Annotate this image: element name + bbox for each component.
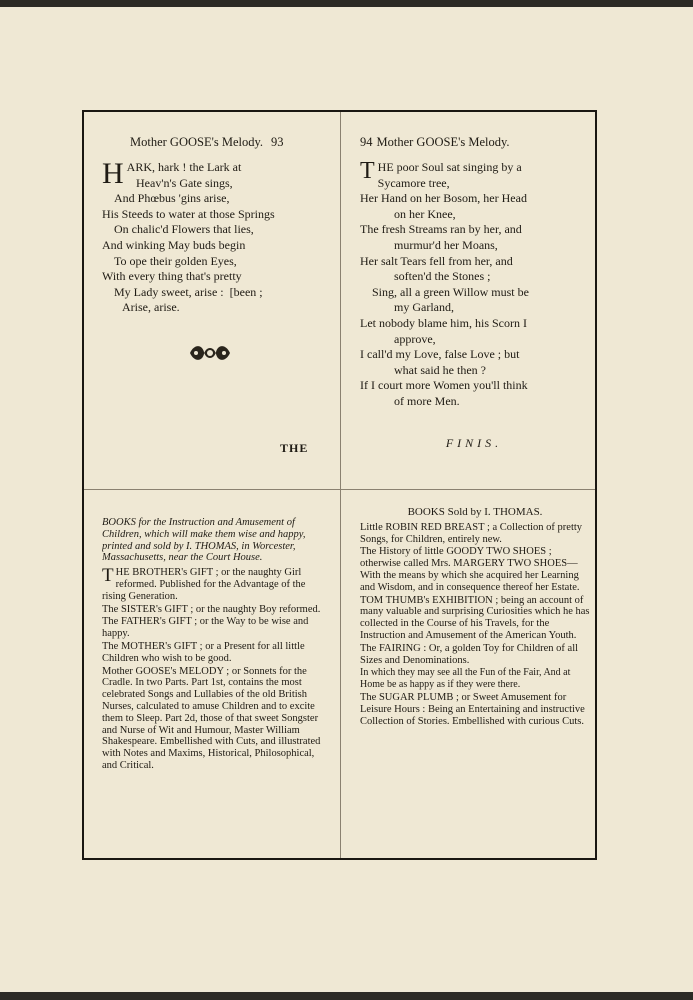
advert-item: Mother GOOSE's MELODY ; or Sonnets for the Cradle. In two Parts. Part 1st, contains the most celebrated Songs and Lullabies of the old British Nurses, calculated to amuse Children and to excite them to Sleep. Part 2d, those of that sweet Songster and Nurse of Wit and Humour, Master William Shakespeare. Embellished with Cuts, and illustrated with Notes and Maxims, Historical, Philosophical, and Critical.: [102, 665, 321, 771]
verse-line: approve,: [394, 331, 436, 346]
verse-lark: [102, 157, 324, 316]
verse-line: My Lady sweet, arise : [been ;: [114, 284, 263, 299]
page-number: 93: [271, 135, 284, 149]
book-spread-frame: [82, 110, 597, 860]
verse-line: of more Men.: [394, 393, 460, 408]
advert-right: [360, 507, 590, 852]
advert-title: BOOKS Sold by I. THOMAS.: [407, 507, 543, 518]
verse-line: murmur'd her Moans,: [394, 237, 498, 252]
running-head-text: Mother GOOSE's Melody.: [376, 135, 510, 149]
scan-bottom-edge: [0, 992, 693, 1000]
verse-line: Sing, all a green Willow must be: [372, 284, 529, 299]
verse-line: my Garland,: [394, 300, 454, 315]
fold-rule: [84, 489, 595, 490]
advert-item: Little ROBIN RED BREAST ; a Collection of pretty Songs, for Children, entirely new.: [360, 521, 583, 545]
page-number: 94: [360, 135, 373, 149]
running-head-text: Mother GOOSE's Melody.: [130, 135, 264, 149]
advert-left: [102, 517, 328, 852]
verse-line: Her Hand on her Bosom, her Head: [360, 191, 527, 206]
advert-item: The SISTER's GIFT ; or the naughty Boy reformed.: [102, 603, 321, 615]
catchword: THE: [280, 440, 309, 455]
verse-line: what said he then ?: [394, 362, 486, 377]
advert-intro: BOOKS for the Instruction and Amusement of Children, which will make them wise and happy, printed and sold by I. THOMAS, in Worcester, Massachusetts, near the Court House.: [102, 517, 306, 564]
verse-line: If I court more Women you'll think: [360, 378, 528, 393]
running-head-right: [360, 134, 588, 150]
verse-line: And Phœbus 'gins arise,: [114, 191, 230, 206]
verse-line: Heav'n's Gate sings,: [136, 175, 233, 190]
gutter-rule: [340, 112, 341, 858]
drop-cap: T: [360, 158, 375, 184]
verse-line: To ope their golden Eyes,: [114, 253, 237, 268]
verse-line: His Steeds to water at those Springs: [102, 206, 275, 221]
left-page: [102, 134, 324, 474]
verse-line: On chalic'd Flowers that lies,: [114, 222, 254, 237]
verse-line: Let nobody blame him, his Scorn I: [360, 315, 527, 330]
verse-line: And winking May buds begin: [102, 237, 246, 252]
right-page: [360, 134, 588, 474]
verse-line: soften'd the Stones ;: [394, 269, 491, 284]
verse-line: Sycamore tree,: [377, 175, 450, 190]
verse-line: Arise, arise.: [122, 300, 180, 315]
verse-line: Her salt Tears fell from her, and: [360, 253, 513, 268]
advert-item: The History of little GOODY TWO SHOES ; otherwise called Mrs. MARGERY TWO SHOES—With the means by which she acquired her Learning and Wisdom, and in consequence thereof her Estate.: [360, 546, 580, 593]
advert-item: The FATHER's GIFT ; or the Way to be wise and happy.: [102, 616, 309, 640]
finis: FINIS.: [445, 435, 503, 450]
drop-cap: T: [102, 565, 114, 587]
advert-item: HE BROTHER's GIFT ; or the naughty Girl reformed. Published for the Advantage of the rising Generation.: [102, 567, 306, 602]
running-head-left: [102, 134, 324, 150]
advert-item: The MOTHER's GIFT ; or a Present for all little Children who wish to be good.: [102, 640, 305, 664]
printers-ornament-icon: [186, 342, 234, 364]
verse-line: HE poor Soul sat singing by a: [377, 160, 522, 174]
advert-couplet: In which they may see all the Fun of the Fair, And at Home be as happy as if they were there.: [360, 667, 571, 691]
advert-item: The SUGAR PLUMB ; or Sweet Amusement for Leisure Hours : Being an Entertaining and instructive Collection of Stories. Embellished with curious Cuts.: [360, 691, 585, 727]
advert-item: The FAIRING : Or, a golden Toy for Children of all Sizes and Denominations.: [360, 642, 579, 666]
scan-top-edge: [0, 0, 693, 7]
verse-line: ARK, hark ! the Lark at: [126, 160, 242, 174]
verse-line: on her Knee,: [394, 206, 456, 221]
verse-line: With every thing that's pretty: [102, 269, 242, 284]
verse-willow: [360, 160, 588, 410]
verse-line: I call'd my Love, false Love ; but: [360, 347, 520, 362]
drop-cap: H: [102, 157, 124, 190]
advert-item: TOM THUMB's EXHIBITION ; being an account of many valuable and surprising Curiosities which he has collected in the Course of his Travels, for the Instruction and Amusement of the American Youth.: [360, 594, 590, 641]
verse-line: The fresh Streams ran by her, and: [360, 222, 522, 237]
